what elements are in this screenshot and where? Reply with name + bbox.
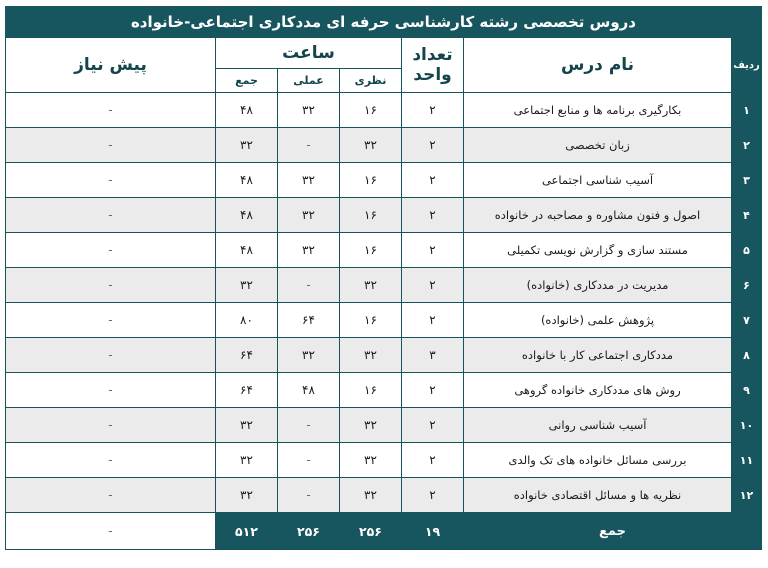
- row-total: ۴۸: [216, 198, 278, 233]
- row-prerequisite: -: [5, 163, 215, 198]
- header-units: [402, 38, 464, 93]
- total-theory: ۲۵۶: [340, 513, 402, 550]
- total-label: جمع: [464, 513, 762, 550]
- row-index: ۱۰: [732, 408, 762, 443]
- row-index: ۶: [732, 268, 762, 303]
- table-row: [5, 128, 761, 163]
- row-theory: ۳۲: [340, 478, 402, 513]
- table-row: [5, 268, 761, 303]
- total-row: [5, 513, 761, 550]
- header-course-name: نام درس: [464, 38, 732, 93]
- row-total: ۳۲: [216, 478, 278, 513]
- row-theory: ۱۶: [340, 163, 402, 198]
- row-units: ۳: [402, 338, 464, 373]
- total-units: ۱۹: [402, 513, 464, 550]
- row-prerequisite: -: [5, 198, 215, 233]
- row-prerequisite: -: [5, 233, 215, 268]
- row-theory: ۱۶: [340, 303, 402, 338]
- row-total: ۶۴: [216, 373, 278, 408]
- row-total: ۴۸: [216, 163, 278, 198]
- row-course-name: روش های مددکاری خانواده گروهی: [464, 373, 732, 408]
- row-course-name: آسیب شناسی روانی: [464, 408, 732, 443]
- row-theory: ۱۶: [340, 198, 402, 233]
- row-total: ۳۲: [216, 443, 278, 478]
- row-practical: -: [278, 443, 340, 478]
- row-course-name: زبان تخصصی: [464, 128, 732, 163]
- header-hours-practical: عملی: [278, 69, 340, 93]
- row-index: ۱۱: [732, 443, 762, 478]
- row-index: ۸: [732, 338, 762, 373]
- row-units: ۲: [402, 93, 464, 128]
- table-row: [5, 338, 761, 373]
- row-practical: ۳۲: [278, 198, 340, 233]
- row-units: ۲: [402, 163, 464, 198]
- title-row: [5, 7, 761, 38]
- table-row: [5, 233, 761, 268]
- row-course-name: مستند سازی و گزارش نویسی تکمیلی: [464, 233, 732, 268]
- row-course-name: مددکاری اجتماعی کار با خانواده: [464, 338, 732, 373]
- row-index: ۱: [732, 93, 762, 128]
- row-theory: ۳۲: [340, 268, 402, 303]
- table-header: [5, 7, 761, 93]
- row-prerequisite: -: [5, 93, 215, 128]
- row-index: ۳: [732, 163, 762, 198]
- row-course-name: بررسی مسائل خانواده های تک والدی: [464, 443, 732, 478]
- row-prerequisite: -: [5, 408, 215, 443]
- row-theory: ۳۲: [340, 338, 402, 373]
- header-radif: ردیف: [732, 38, 762, 93]
- row-index: ۷: [732, 303, 762, 338]
- header-hours-total: جمع: [216, 69, 278, 93]
- total-practical: ۲۵۶: [278, 513, 340, 550]
- row-units: ۲: [402, 233, 464, 268]
- row-prerequisite: -: [5, 303, 215, 338]
- table-row: [5, 408, 761, 443]
- row-course-name: پژوهش علمی (خانواده): [464, 303, 732, 338]
- row-index: ۴: [732, 198, 762, 233]
- courses-table: [5, 6, 762, 550]
- row-course-name: بکارگیری برنامه ها و منابع اجتماعی: [464, 93, 732, 128]
- row-units: ۲: [402, 268, 464, 303]
- row-total: ۴۸: [216, 93, 278, 128]
- row-practical: -: [278, 478, 340, 513]
- row-theory: ۳۲: [340, 443, 402, 478]
- header-units-line2: واحد: [413, 65, 452, 85]
- row-total: ۶۴: [216, 338, 278, 373]
- row-practical: ۴۸: [278, 373, 340, 408]
- row-prerequisite: -: [5, 443, 215, 478]
- row-theory: ۱۶: [340, 233, 402, 268]
- header-hours: ساعت: [216, 38, 402, 69]
- header-row-main: [5, 38, 761, 69]
- row-practical: ۶۴: [278, 303, 340, 338]
- total-prerequisite: -: [5, 513, 215, 550]
- row-units: ۲: [402, 198, 464, 233]
- table-row: [5, 198, 761, 233]
- table-row: [5, 303, 761, 338]
- header-units-line1: تعداد: [412, 45, 453, 65]
- row-course-name: اصول و فنون مشاوره و مصاحبه در خانواده: [464, 198, 732, 233]
- row-theory: ۳۲: [340, 408, 402, 443]
- row-prerequisite: -: [5, 373, 215, 408]
- row-total: ۳۲: [216, 128, 278, 163]
- row-total: ۴۸: [216, 233, 278, 268]
- row-theory: ۳۲: [340, 128, 402, 163]
- row-practical: -: [278, 268, 340, 303]
- row-course-name: نظریه ها و مسائل اقتصادی خانواده: [464, 478, 732, 513]
- table-row: [5, 443, 761, 478]
- row-course-name: مدیریت در مددکاری (خانواده): [464, 268, 732, 303]
- row-course-name: آسیب شناسی اجتماعی: [464, 163, 732, 198]
- row-practical: -: [278, 408, 340, 443]
- row-index: ۹: [732, 373, 762, 408]
- row-theory: ۱۶: [340, 93, 402, 128]
- row-prerequisite: -: [5, 268, 215, 303]
- row-units: ۲: [402, 373, 464, 408]
- row-prerequisite: -: [5, 338, 215, 373]
- table-row: [5, 163, 761, 198]
- row-total: ۳۲: [216, 268, 278, 303]
- header-hours-theory: نظری: [340, 69, 402, 93]
- row-index: ۲: [732, 128, 762, 163]
- row-index: ۱۲: [732, 478, 762, 513]
- row-practical: ۳۲: [278, 338, 340, 373]
- row-practical: -: [278, 128, 340, 163]
- row-total: ۳۲: [216, 408, 278, 443]
- total-total: ۵۱۲: [216, 513, 278, 550]
- row-units: ۲: [402, 478, 464, 513]
- table-row: [5, 373, 761, 408]
- table-body: [5, 93, 761, 550]
- row-index: ۵: [732, 233, 762, 268]
- row-units: ۲: [402, 128, 464, 163]
- row-practical: ۳۲: [278, 163, 340, 198]
- row-units: ۲: [402, 443, 464, 478]
- table-row: [5, 478, 761, 513]
- row-total: ۸۰: [216, 303, 278, 338]
- table-row: [5, 93, 761, 128]
- header-prerequisite: پیش نیاز: [5, 38, 215, 93]
- row-practical: ۳۲: [278, 93, 340, 128]
- row-practical: ۳۲: [278, 233, 340, 268]
- row-prerequisite: -: [5, 128, 215, 163]
- row-prerequisite: -: [5, 478, 215, 513]
- row-units: ۲: [402, 408, 464, 443]
- row-units: ۲: [402, 303, 464, 338]
- page-title: دروس تخصصی رشته کارشناسی حرفه ای مددکاری اجتماعی-خانواده: [5, 7, 761, 38]
- row-theory: ۱۶: [340, 373, 402, 408]
